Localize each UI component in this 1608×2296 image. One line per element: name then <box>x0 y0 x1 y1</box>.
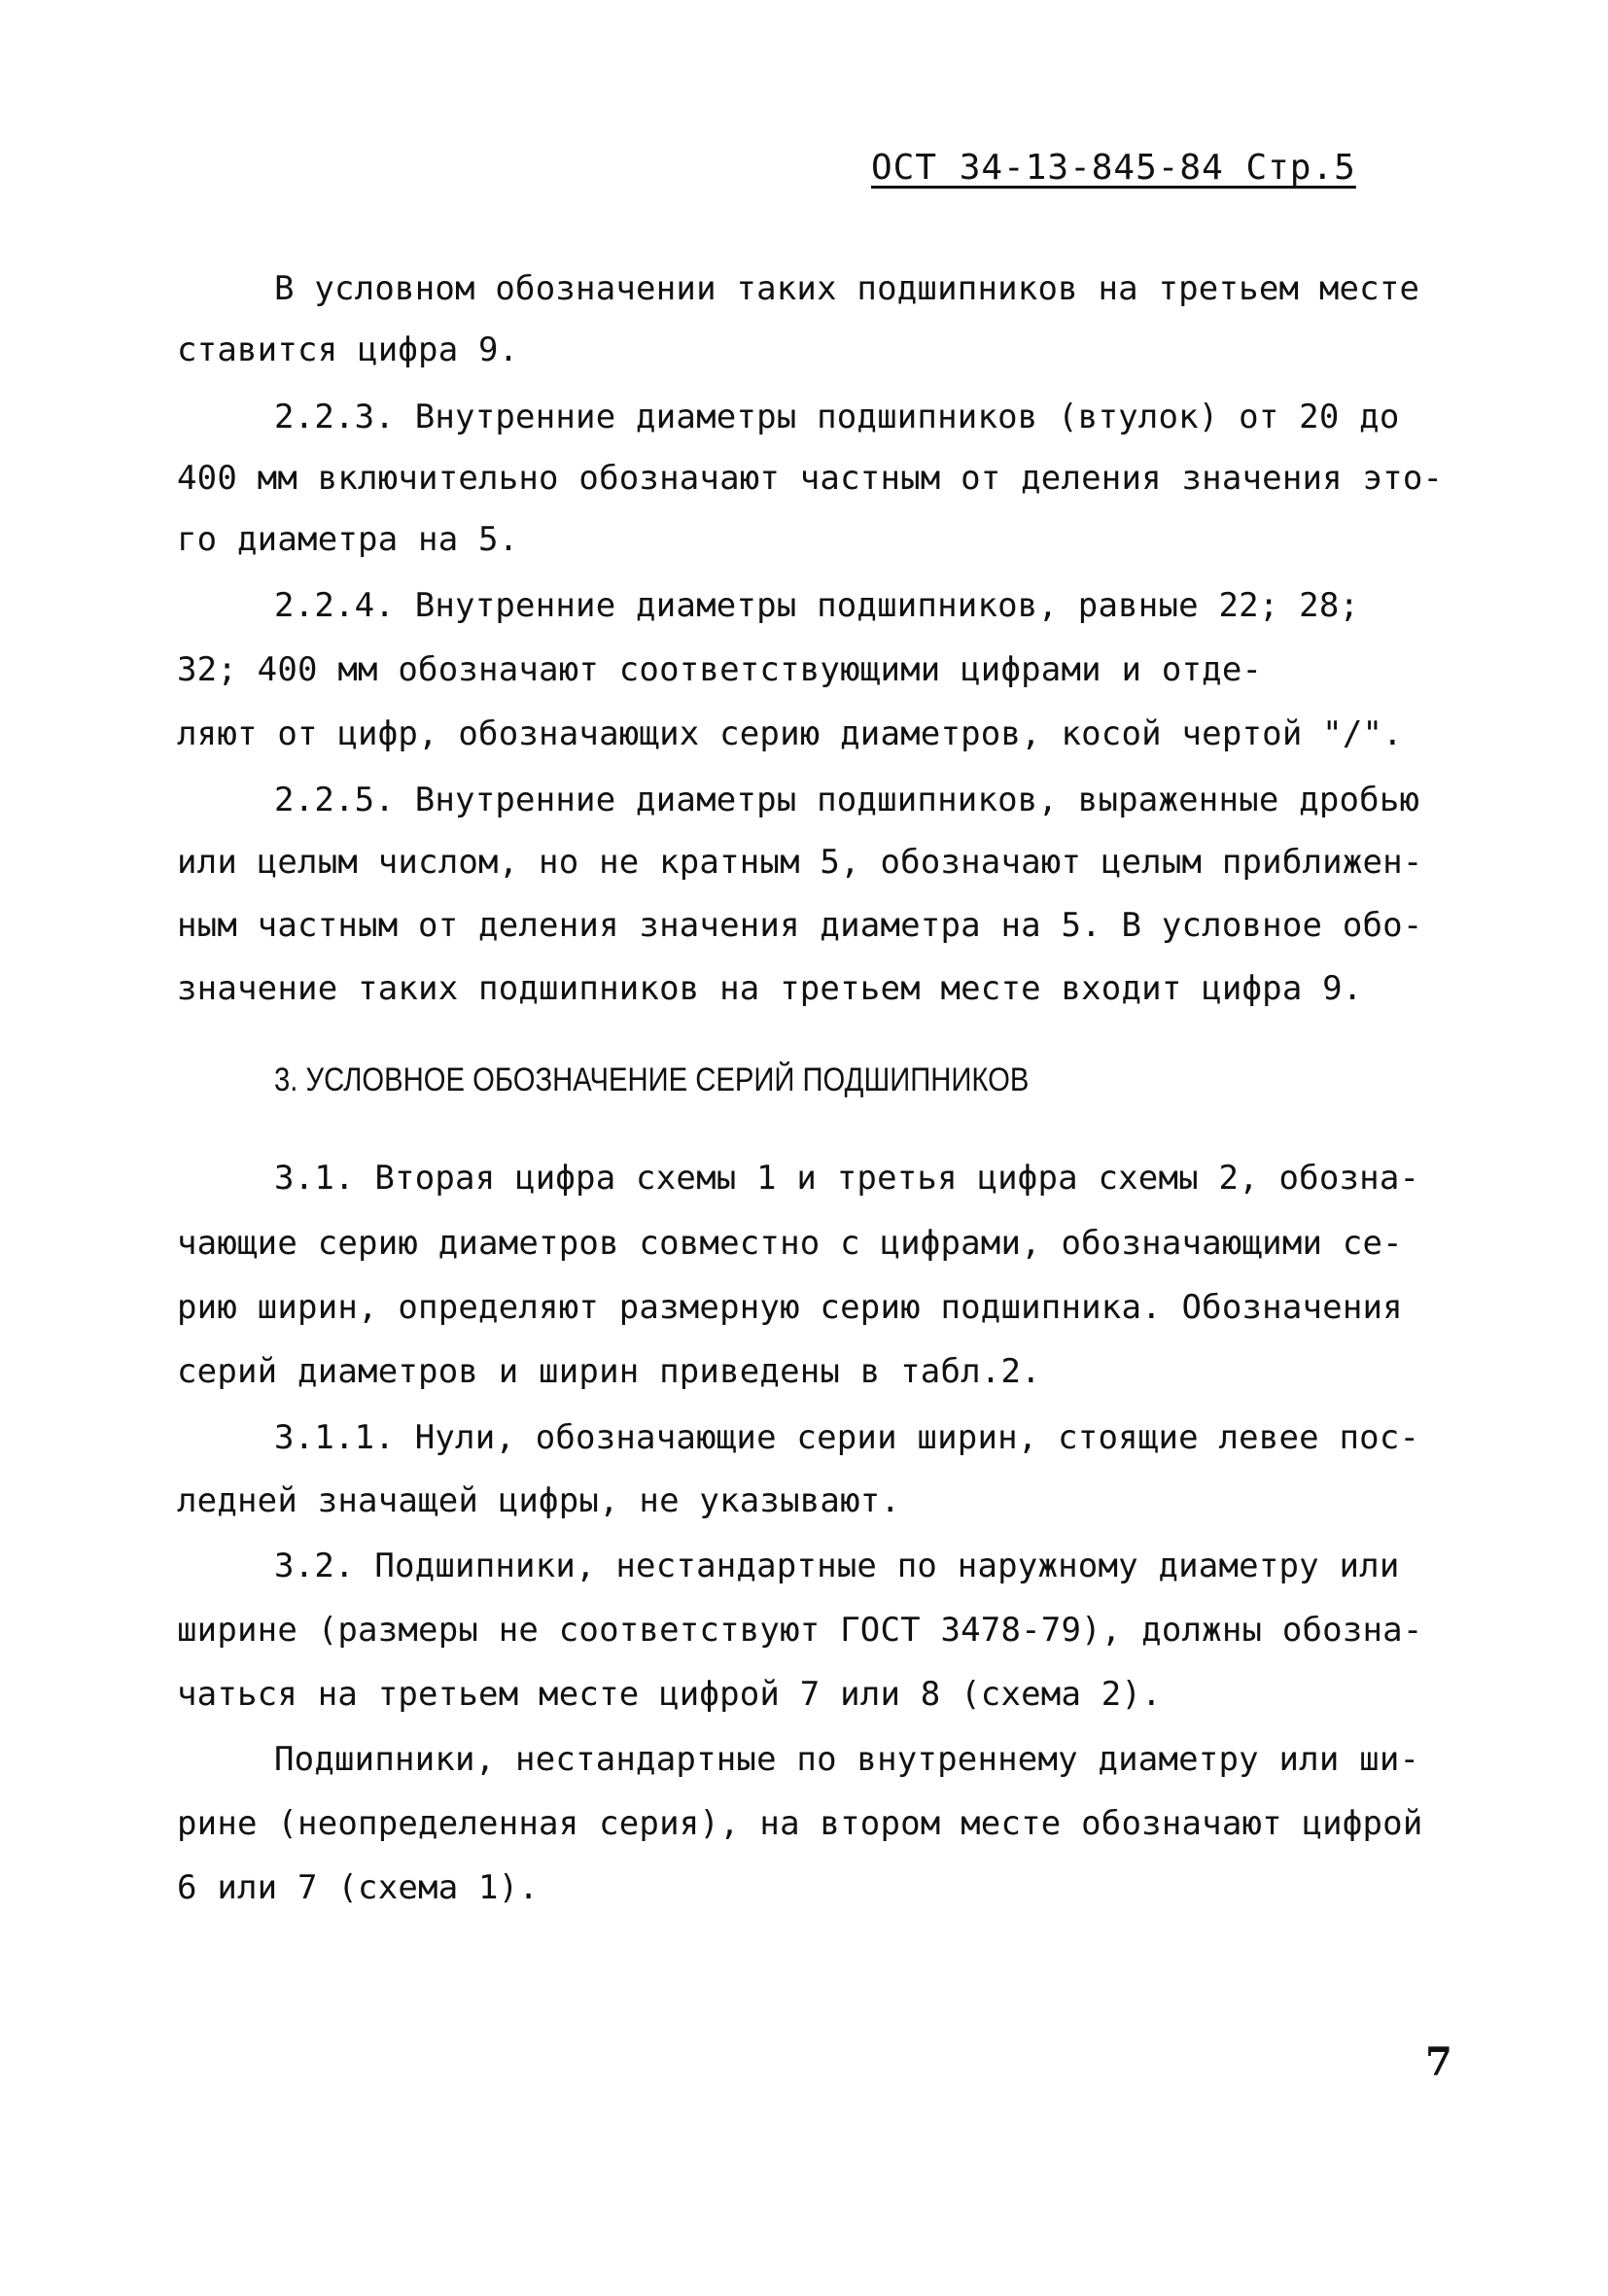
text-line: 2.2.4. Внутренние диаметры подшипников, равные 22; 28; <box>274 586 1360 625</box>
section-title: 3. УСЛОВНОЕ ОБОЗНАЧЕНИЕ СЕРИЙ ПОДШИПНИКОВ <box>274 1061 1030 1098</box>
text-line: ледней значащей цифры, не указывают. <box>177 1481 901 1520</box>
text-line: В условном обозначении таких подшипников на третьем месте <box>274 269 1420 308</box>
text-line: 400 мм включительно обозначают частным от деления значения это- <box>177 459 1444 498</box>
text-line: рию ширин, определяют размерную серию подшипника. Обозначения <box>177 1288 1403 1327</box>
text-line: рине (неопределенная серия), на втором месте обозначают цифрой <box>177 1804 1423 1843</box>
page-number: 7 <box>1425 2039 1452 2085</box>
text-line: 2.2.5. Внутренние диаметры подшипников, выраженные дробью <box>274 781 1420 819</box>
text-line: 6 или 7 (схема 1). <box>177 1868 540 1907</box>
text-line: чающие серию диаметров совместно с цифрами, обозначающими се- <box>177 1224 1403 1263</box>
text-line: 3.1. Вторая цифра схемы 1 и третья цифра схемы 2, обозна- <box>274 1159 1420 1198</box>
text-line: 3.1.1. Нули, обозначающие серии ширин, стоящие левее пос- <box>274 1418 1420 1457</box>
text-line: 32; 400 мм обозначают соответствующими цифрами и отде- <box>177 650 1263 689</box>
text-line: чаться на третьем месте цифрой 7 или 8 (схема 2). <box>177 1675 1162 1714</box>
text-line: 2.2.3. Внутренние диаметры подшипников (втулок) от 20 до <box>274 398 1400 436</box>
text-line: Подшипники, нестандартные по внутреннему диаметру или ши- <box>274 1740 1420 1779</box>
text-line: ным частным от деления значения диаметра на 5. В условное обо- <box>177 906 1423 945</box>
document-header: ОСТ 34-13-845-84 Стр.5 <box>871 148 1356 188</box>
text-line: или целым числом, но не кратным 5, обозначают целым приближен- <box>177 843 1423 882</box>
text-line: ширине (размеры не соответствуют ГОСТ 3478-79), должны обозна- <box>177 1611 1423 1650</box>
text-line: го диаметра на 5. <box>177 520 519 559</box>
text-line: серий диаметров и ширин приведены в табл.2. <box>177 1352 1041 1391</box>
text-line: 3.2. Подшипники, нестандартные по наружному диаметру или <box>274 1547 1400 1585</box>
text-line: значение таких подшипников на третьем месте входит цифра 9. <box>177 969 1363 1008</box>
text-line: ставится цифра 9. <box>177 330 519 369</box>
text-line: ляют от цифр, обозначающих серию диаметров, косой чертой "/". <box>177 714 1403 753</box>
